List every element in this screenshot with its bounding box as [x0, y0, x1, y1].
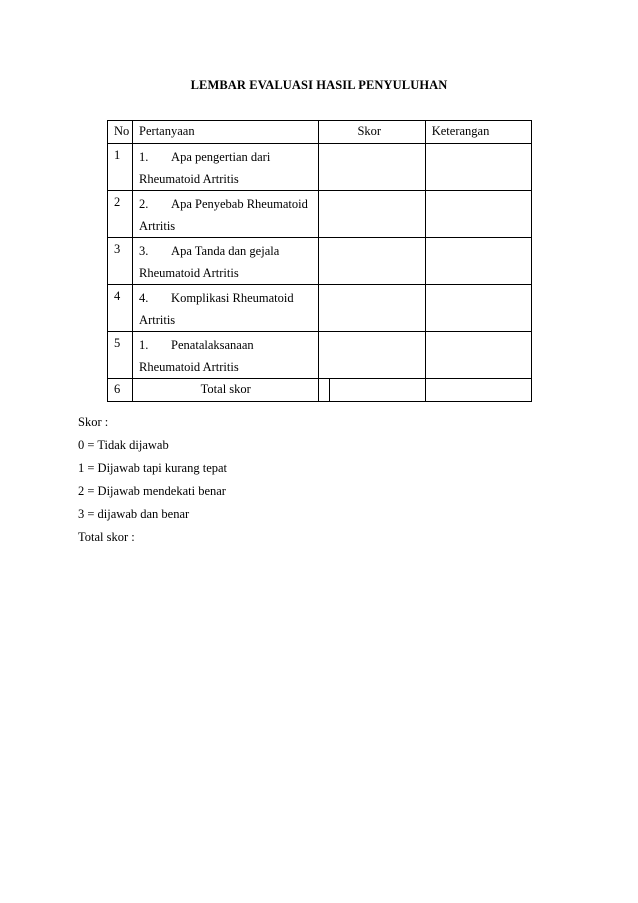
legend-heading: Skor : — [78, 415, 109, 429]
score-cell[interactable] — [319, 332, 425, 379]
total-score-cell[interactable] — [319, 379, 425, 402]
question-cell — [133, 332, 319, 379]
question-text-line1: Apa Penyebab Rheumatoid — [171, 197, 308, 211]
question-text-line1: Apa Tanda dan gejala — [171, 244, 280, 258]
row-number: 5 — [108, 332, 133, 379]
score-cell[interactable] — [319, 238, 425, 285]
note-cell[interactable] — [425, 332, 531, 379]
question-number: 3. — [139, 244, 149, 258]
document-title: LEMBAR EVALUASI HASIL PENYULUHAN — [190, 78, 448, 92]
question-number: 2. — [139, 197, 149, 211]
score-cell[interactable] — [319, 191, 425, 238]
table-row — [108, 144, 532, 191]
legend-item: 0 = Tidak dijawab — [78, 438, 169, 452]
note-cell[interactable] — [425, 191, 531, 238]
question-number: 1. — [139, 150, 149, 164]
header-question: Pertanyaan — [133, 121, 319, 144]
score-legend — [78, 411, 227, 549]
note-cell[interactable] — [425, 238, 531, 285]
question-text-line2: Artritis — [139, 219, 176, 233]
question-text-line2: Rheumatoid Artritis — [139, 172, 239, 186]
question-text-line1: Komplikasi Rheumatoid — [171, 291, 294, 305]
row-number: 2 — [108, 191, 133, 238]
total-note-cell[interactable] — [425, 379, 531, 402]
question-number: 4. — [139, 291, 149, 305]
table-row — [108, 191, 532, 238]
row-number: 6 — [108, 379, 133, 402]
legend-item: 2 = Dijawab mendekati benar — [78, 484, 226, 498]
question-cell — [133, 238, 319, 285]
score-cell[interactable] — [319, 285, 425, 332]
question-cell — [133, 285, 319, 332]
question-number: 1. — [139, 338, 149, 352]
note-cell[interactable] — [425, 285, 531, 332]
legend-total: Total skor : — [78, 530, 135, 544]
evaluation-table — [107, 120, 532, 402]
question-cell — [133, 144, 319, 191]
question-text-line2: Rheumatoid Artritis — [139, 266, 239, 280]
question-text-line1: Apa pengertian dari — [171, 150, 271, 164]
total-score-label: Total skor — [133, 379, 319, 402]
question-text-line2: Artritis — [139, 313, 176, 327]
legend-item: 1 = Dijawab tapi kurang tepat — [78, 461, 228, 475]
row-number: 3 — [108, 238, 133, 285]
header-score: Skor — [319, 121, 425, 144]
cell-divider — [329, 378, 330, 402]
table-row — [108, 332, 532, 379]
legend-item: 3 = dijawab dan benar — [78, 507, 190, 521]
table-row — [108, 238, 532, 285]
table-header-row — [108, 121, 532, 144]
total-row — [108, 379, 532, 402]
header-note: Keterangan — [425, 121, 531, 144]
question-text-line2: Rheumatoid Artritis — [139, 360, 239, 374]
row-number: 1 — [108, 144, 133, 191]
row-number: 4 — [108, 285, 133, 332]
question-text-line1: Penatalaksanaan — [171, 338, 254, 352]
question-cell — [133, 191, 319, 238]
table-row — [108, 285, 532, 332]
header-no: No — [108, 121, 133, 144]
score-cell[interactable] — [319, 144, 425, 191]
note-cell[interactable] — [425, 144, 531, 191]
